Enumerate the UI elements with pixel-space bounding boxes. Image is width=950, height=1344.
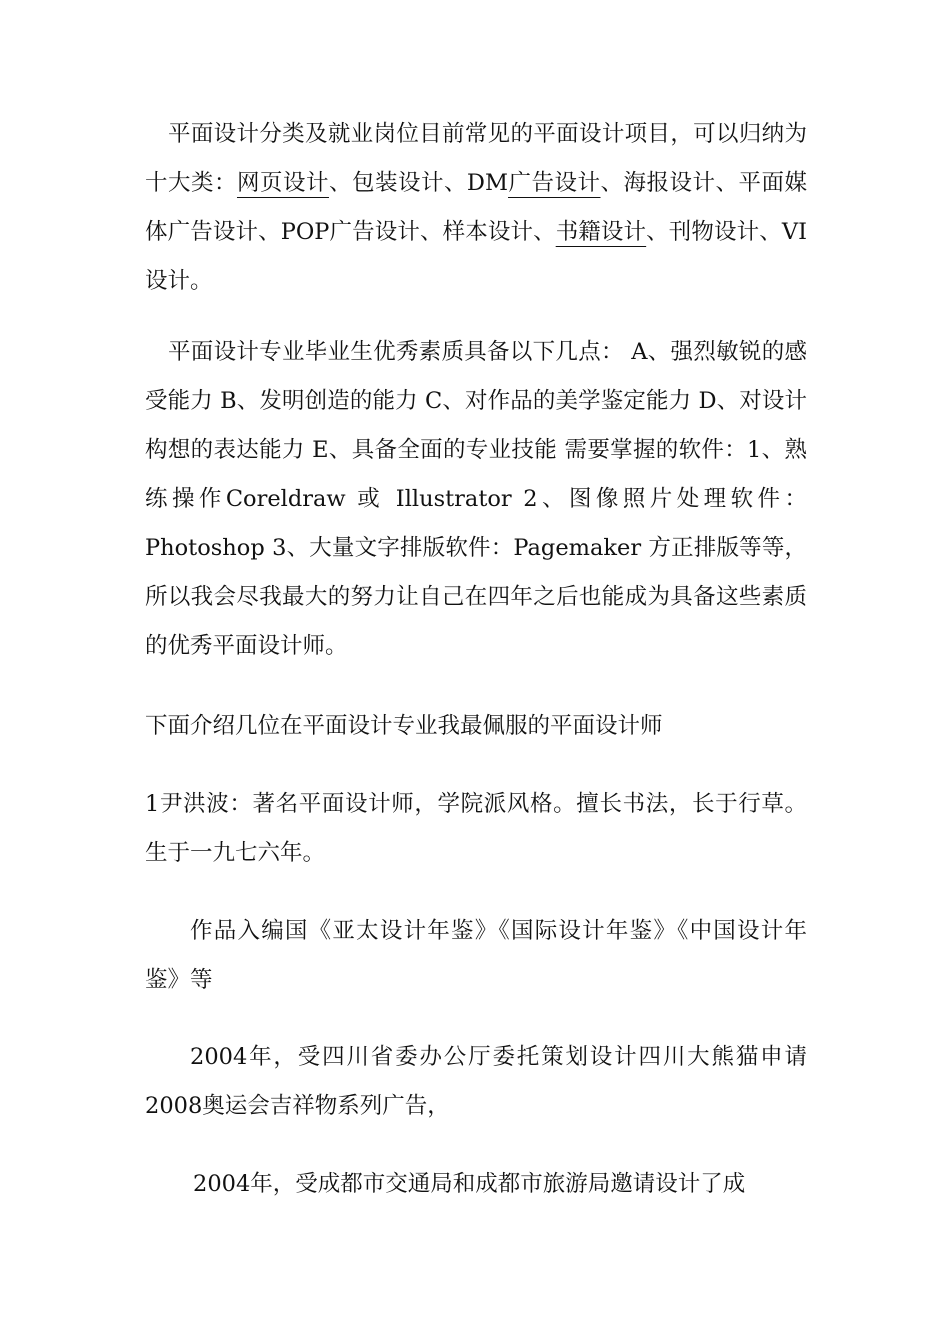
paragraph-designers-intro: 下面介绍几位在平面设计专业我最佩服的平面设计师 <box>145 713 663 739</box>
text-segment: 平面设计分类及就业岗位目前常见的平面设计项目，可以归纳为十大类： <box>145 121 807 196</box>
link-book-design[interactable]: 书籍设计 <box>555 219 647 245</box>
text-segment: 、刊物设计、VI设计。 <box>145 219 807 294</box>
paragraph-design-categories <box>145 110 807 306</box>
paragraph-works: 作品入编国《亚太设计年鉴》《国际设计年鉴》《中国设计年鉴》等 <box>145 918 807 993</box>
paragraph-designer-1: 1尹洪波：著名平面设计师，学院派风格。擅长书法，长于行草。生于一九七六年。 <box>145 791 807 866</box>
link-ad-design[interactable]: 广告设计 <box>508 170 601 196</box>
paragraph-2004-panda: 2004年，受四川省委办公厅委托策划设计四川大熊猫申请2008奥运会吉祥物系列广告， <box>145 1044 807 1119</box>
text-segment: 、包装设计、DM <box>328 170 509 196</box>
paragraph-2004-chengdu: 2004年，受成都市交通局和成都市旅游局邀请设计了成 <box>193 1171 746 1197</box>
link-web-design[interactable]: 网页设计 <box>236 170 329 196</box>
paragraph-qualities: 平面设计专业毕业生优秀素质具备以下几点： A、强烈敏锐的感受能力 B、发明创造的能力 C、对作品的美学鉴定能力 D、对设计构想的表达能力 E、具备全面的专业技能 需要掌握的软件：1、熟练操作Coreldraw 或 Illustrator 2、图像照片处理软件：Photoshop 3、大量文字排版软件：Pagemaker 方正排版等等，所以我会尽我最大的努力让自己在四年之后也能成为具备这些素质的优秀平面设计师。 <box>145 339 807 659</box>
text-segment: 、海报设计、平面媒体广告设计、POP广告设计、样本设计、 <box>145 170 807 245</box>
